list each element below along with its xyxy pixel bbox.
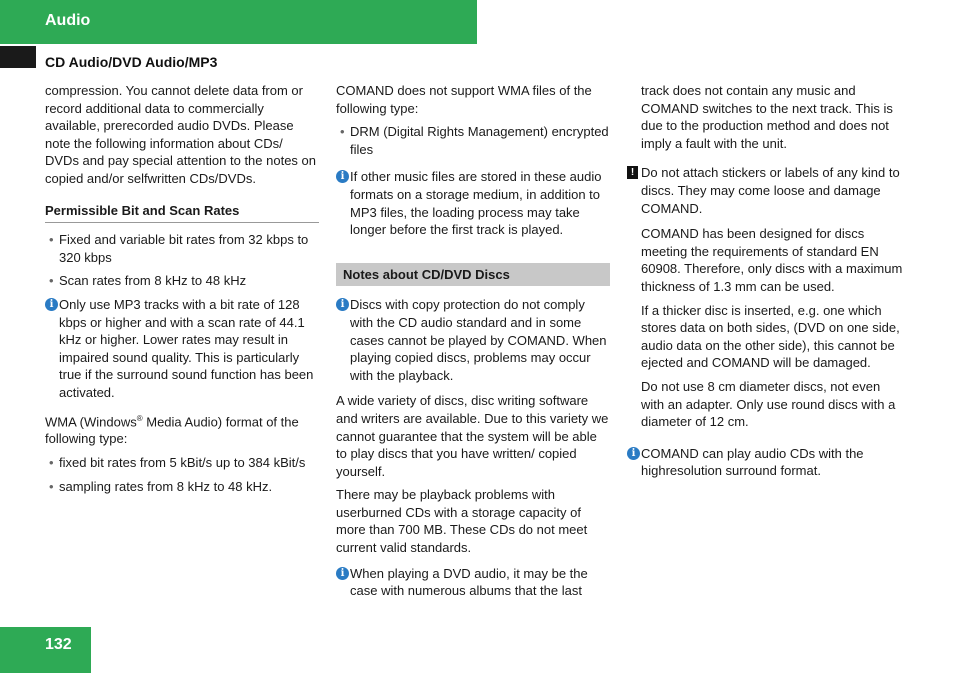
wma-intro-b: Media Audio) format of the following type:	[45, 413, 299, 447]
info-icon: i	[627, 447, 640, 460]
warning-icon: !	[627, 166, 638, 179]
wma-unsupported-list	[336, 123, 610, 158]
mp3-note-text: Only use MP3 tracks with a bit rate of 128 kbps or higher and with a scan rate of 44.1 kHz or higher. Lower rates may result in impaired sound quality. This is particularly true if the surround sound function has been activated.	[59, 296, 314, 400]
registered-mark: ®	[136, 413, 143, 423]
info-icon: i	[336, 298, 349, 311]
info-icon: i	[336, 567, 349, 580]
bit-rates-heading: Permissible Bit and Scan Rates	[45, 202, 319, 224]
dvd-audio-note-text: When playing a DVD audio, it may be the case with numerous albums that the last	[350, 565, 588, 599]
chapter-title: Audio	[45, 12, 91, 29]
wma-intro	[45, 410, 319, 449]
list-item: • fixed bit rates from 5 kBit/s up to 384 kBit/s	[45, 454, 319, 472]
userburned-paragraph: There may be playback problems with userburned CDs with a storage capacity of more than 700 MB. These CDs do not meet current valid standards.	[336, 487, 588, 556]
info-icon: i	[45, 298, 58, 311]
column-2	[336, 82, 610, 608]
disc-diameter-paragraph: Do not use 8 cm diameter discs, not even with an adapter. Only use round discs with a diameter of 12 cm.	[641, 378, 896, 430]
surround-note-text: COMAND can play audio CDs with the highresolution surround format.	[641, 445, 864, 479]
column-3	[627, 82, 903, 488]
section-title: CD Audio/DVD Audio/MP3	[45, 54, 218, 70]
section-marker	[0, 46, 36, 68]
stickers-warning	[627, 164, 903, 217]
copy-protection-note	[336, 296, 610, 384]
wma-list	[45, 454, 319, 495]
discs-variety-paragraph: A wide variety of discs, disc writing software and writers are available. Due to this variety we cannot guarantee that the system will be able to play discs that you have written/ copied yourself.	[336, 393, 609, 479]
col1-intro: compression. You cannot delete data from or record additional data to commercially available, prerecorded audio DVDs. Please note the following information about CDs/ DVDs and pay special attention to the notes on copied and/or selfwritten CDs/DVDs.	[45, 83, 317, 186]
page-number: 132	[45, 636, 72, 653]
music-files-note	[336, 168, 610, 238]
list-item: • Scan rates from 8 kHz to 48 kHz	[45, 272, 319, 290]
surround-note	[627, 445, 903, 480]
wma-intro-a: WMA (Windows	[45, 413, 137, 429]
info-icon: i	[336, 170, 349, 183]
discs-heading: Notes about CD/DVD Discs	[336, 263, 610, 287]
list-item: • Fixed and variable bit rates from 32 kbps to 320 kbps	[45, 231, 319, 266]
bit-rates-list	[45, 231, 319, 290]
music-files-note-text: If other music files are stored in these audio formats on a storage medium, in addition to MP3 files, the loading process may take longer before the first track is played.	[350, 169, 602, 238]
col2-intro: COMAND does not support WMA files of the following type:	[336, 83, 592, 116]
dvd-audio-note	[336, 565, 610, 600]
column-1	[45, 82, 319, 501]
copy-protection-note-text: Discs with copy protection do not comply with the CD audio standard and in some cases cannot be played by COMAND. When playing copied discs, problems may occur with the playback.	[350, 297, 607, 383]
list-item: • sampling rates from 8 kHz to 48 kHz.	[45, 478, 319, 496]
standard-paragraph: COMAND has been designed for discs meeting the requirements of standard EN 60908. Therefore, only discs with a maximum thickness of 1.3 mm can be used.	[641, 226, 903, 294]
dvd-audio-note-continued: track does not contain any music and COMAND switches to the next track. This is due to the production method and does not imply a fault with the unit.	[641, 83, 893, 151]
stickers-warning-text: Do not attach stickers or labels of any kind to discs. They may come loose and damage COMAND.	[641, 165, 900, 216]
mp3-note	[45, 296, 319, 402]
thick-disc-paragraph: If a thicker disc is inserted, e.g. one which stores data on both sides, (DVD on one side, audio data on the other side), this cannot be ejected and COMAND will be damaged.	[641, 302, 900, 371]
list-item: • DRM (Digital Rights Management) encrypted files	[336, 123, 610, 158]
